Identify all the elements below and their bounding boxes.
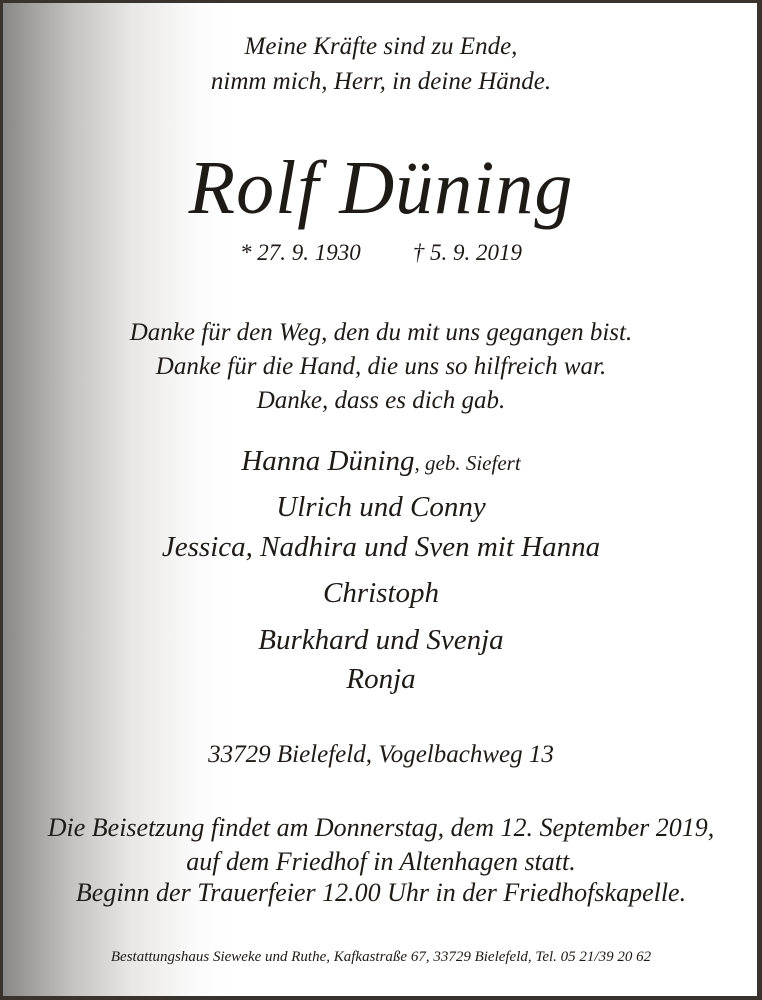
- thanks-line-2: Danke für die Hand, die uns so hilfreich war.: [155, 353, 607, 380]
- mourner-line: Ulrich und Conny: [276, 491, 486, 523]
- verse-line-2: nimm mich, Herr, in deine Hände.: [210, 68, 552, 95]
- life-dates: [0, 236, 762, 270]
- funeral-line-3: Beginn der Trauerfeier 12.00 Uhr in der Friedhofskapelle.: [75, 878, 687, 907]
- widow-maiden-name: , geb. Siefert: [414, 451, 521, 475]
- death-date: † 5. 9. 2019: [412, 240, 522, 265]
- thanks-line-1: Danke für den Weg, den du mit uns gegangen bist.: [129, 319, 633, 346]
- birth-date: * 27. 9. 1930: [240, 240, 361, 265]
- funeral-line-2: auf dem Friedhof in Altenhagen statt.: [186, 847, 576, 876]
- mourner-line: Christoph: [322, 577, 440, 609]
- mourner-widow: [0, 442, 762, 480]
- widow-name: Hanna Düning: [241, 445, 415, 477]
- verse-line-1: Meine Kräfte sind zu Ende,: [244, 33, 518, 60]
- mourner-line: Jessica, Nadhira und Sven mit Hanna: [161, 531, 601, 563]
- mourner-line: Ronja: [346, 663, 416, 695]
- mourner-line: Burkhard und Svenja: [258, 624, 504, 656]
- thanks-line-3: Danke, dass es dich gab.: [256, 387, 506, 414]
- address: 33729 Bielefeld, Vogelbachweg 13: [208, 741, 554, 768]
- funeral-line-1: Die Beisetzung findet am Donnerstag, dem 12. September 2019,: [47, 813, 715, 842]
- funeral-home-footer: Bestattungshaus Sieweke und Ruthe, Kafkastraße 67, 33729 Bielefeld, Tel. 05 21/39 20 62: [110, 949, 652, 965]
- deceased-name: Rolf Düning: [188, 146, 574, 230]
